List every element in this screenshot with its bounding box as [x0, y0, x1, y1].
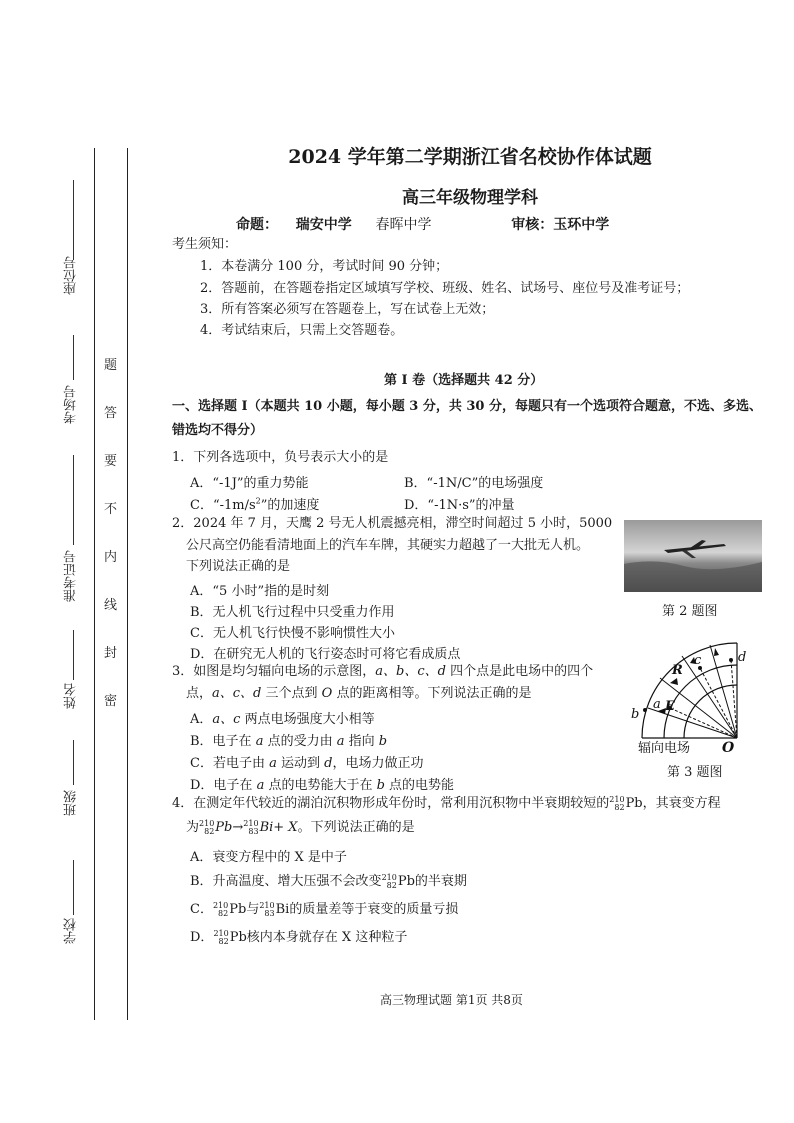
seal-char-4: 内: [104, 550, 118, 565]
notice-item-4: 4．考试结束后，只需上交答题卷。: [200, 323, 404, 338]
seal-char-5: 不: [104, 502, 118, 517]
drone-photo: [624, 520, 762, 592]
q4-option-c: C． 210 82 Pb与 210 83 Bi的质量差等于衰变的质量亏损: [190, 901, 459, 918]
name-underline: [73, 630, 74, 680]
q1-option-d: D．“-1N·s”的冲量: [404, 498, 515, 513]
school-label: 学校: [64, 918, 79, 944]
fig-label: 辐向电场: [638, 741, 691, 753]
point-d: [729, 658, 733, 662]
admission-label: 准考证号: [64, 550, 79, 602]
label-R: R: [672, 663, 683, 678]
binding-line-left: [94, 148, 95, 1020]
seal-char-6: 要: [104, 454, 118, 469]
room-label: 考场号: [64, 385, 79, 424]
q3-stem-line1: 3．如图是均匀辐向电场的示意图，a、b、c、d 四个点是此电场中的四个: [172, 664, 594, 679]
q1-option-a: A．“-1J”的重力势能: [190, 476, 309, 491]
proposer-school-1: 瑞安中学: [295, 217, 352, 233]
q3-option-b: B．电子在 a 点的受力由 a 指向 b: [190, 734, 388, 749]
seal-char-1: 密: [104, 694, 118, 709]
notice-item-1: 1．本卷满分 100 分，考试时间 90 分钟；: [200, 259, 449, 274]
label-a: a: [653, 697, 661, 712]
q3-stem-line2: 点，a、c、d 三个点到 O 点的距离相等。下列说法正确的是: [186, 686, 532, 701]
notice-item-3: 3．所有答案必须写在答题卷上，写在试卷上无效；: [200, 302, 495, 317]
q3-figure-caption: 第 3 题图: [667, 765, 723, 780]
proposer-label: 命题：: [236, 217, 278, 233]
room-underline: [73, 335, 74, 380]
school-underline: [73, 860, 74, 915]
q2-option-d: D．在研究无人机的飞行姿态时可将它看成质点: [190, 647, 461, 662]
q3-option-c: C．若电子由 a 运动到 d，电场力做正功: [190, 756, 424, 771]
q4-stem-line2: 为 210 82 Pb→ 210 83 Bi+ X。下列说法正确的是: [186, 819, 415, 836]
name-label: 姓名: [64, 683, 79, 709]
part1-instructions-line2: 错选均不得分）: [172, 423, 264, 438]
field-lines: [648, 645, 737, 738]
class-underline: [73, 740, 74, 785]
label-O: O: [722, 740, 735, 753]
volume-title: 第 I 卷（选择题共 42 分）: [384, 373, 544, 388]
seal-char-3: 线: [104, 598, 118, 613]
q4-option-a: A．衰变方程中的 X 是中子: [190, 850, 347, 865]
label-E: E: [665, 699, 675, 714]
proposer-school-2: 春晖中学: [375, 217, 432, 233]
q4-option-d: D． 210 82 Pb核内本身就存在 X 这种粒子: [190, 929, 408, 946]
page-footer: 高三物理试题 第1页 共8页: [380, 993, 523, 1007]
label-d: d: [738, 650, 747, 665]
q2-stem-line3: 下列说法正确的是: [186, 559, 291, 574]
q2-option-a: A．“5 小时”指的是时刻: [190, 584, 330, 599]
part1-instructions-line1: 一、选择题 I（本题共 10 小题，每小题 3 分，共 30 分，每题只有一个选项符合题意，不选、多选、: [172, 399, 762, 414]
q4-option-b: B．升高温度、增大压强不会改变 210 82 Pb的半衰期: [190, 873, 467, 890]
q1-option-b: B．“-1N/C”的电场强度: [404, 476, 544, 491]
q2-stem-line1: 2．2024 年 7 月，天鹰 2 号无人机震撼亮相，滞空时间超过 5 小时，5000: [172, 516, 613, 531]
exam-subject: 高三年级物理学科: [402, 188, 538, 208]
label-c: c: [694, 653, 702, 668]
admission-underline: [73, 455, 74, 545]
label-b: b: [631, 707, 640, 722]
exam-title: 2024 学年第二学期浙江省名校协作体试题: [288, 146, 652, 168]
q1-option-c: C．“$-1m/s^2$”的加速度: [190, 496, 320, 513]
seal-char-8: 题: [104, 358, 118, 373]
q1-stem: 1．下列各选项中，负号表示大小的是: [172, 450, 389, 465]
q2-stem-line2: 公尺高空仍能看清地面上的汽车车牌，其硬实力超越了一大批无人机。: [186, 538, 590, 553]
q3-option-a: A．a、c 两点电场强度大小相等: [190, 712, 375, 727]
q2-option-c: C．无人机飞行快慢不影响惯性大小: [190, 626, 395, 641]
seat-underline: [73, 180, 74, 260]
notice-item-2: 2．答题前，在答题卷指定区域填写学校、班级、姓名、试场号、座位号及准考证号；: [200, 281, 690, 296]
seal-char-7: 答: [104, 406, 118, 421]
q2-figure-caption: 第 2 题图: [662, 604, 718, 619]
q3-option-d: D．电子在 a 点的电势能大于在 b 点的电势能: [190, 778, 455, 793]
class-label: 班级: [64, 790, 79, 816]
reviewer: 审核：玉环中学: [511, 217, 610, 233]
q2-option-b: B．无人机飞行过程中只受重力作用: [190, 605, 395, 620]
notice-heading: 考生须知：: [172, 237, 238, 252]
radial-field-figure: [626, 628, 766, 753]
seal-char-2: 封: [104, 646, 118, 661]
authors-line: [236, 214, 609, 234]
seat-label: 座位号: [64, 256, 79, 295]
binding-line-right: [127, 148, 128, 1020]
point-b: [643, 708, 647, 712]
q4-stem-line1: 4．在测定年代较近的湖泊沉积物形成年份时，常利用沉积物中半衰期较短的 210 82 Pb，其衰变方程: [172, 795, 721, 812]
